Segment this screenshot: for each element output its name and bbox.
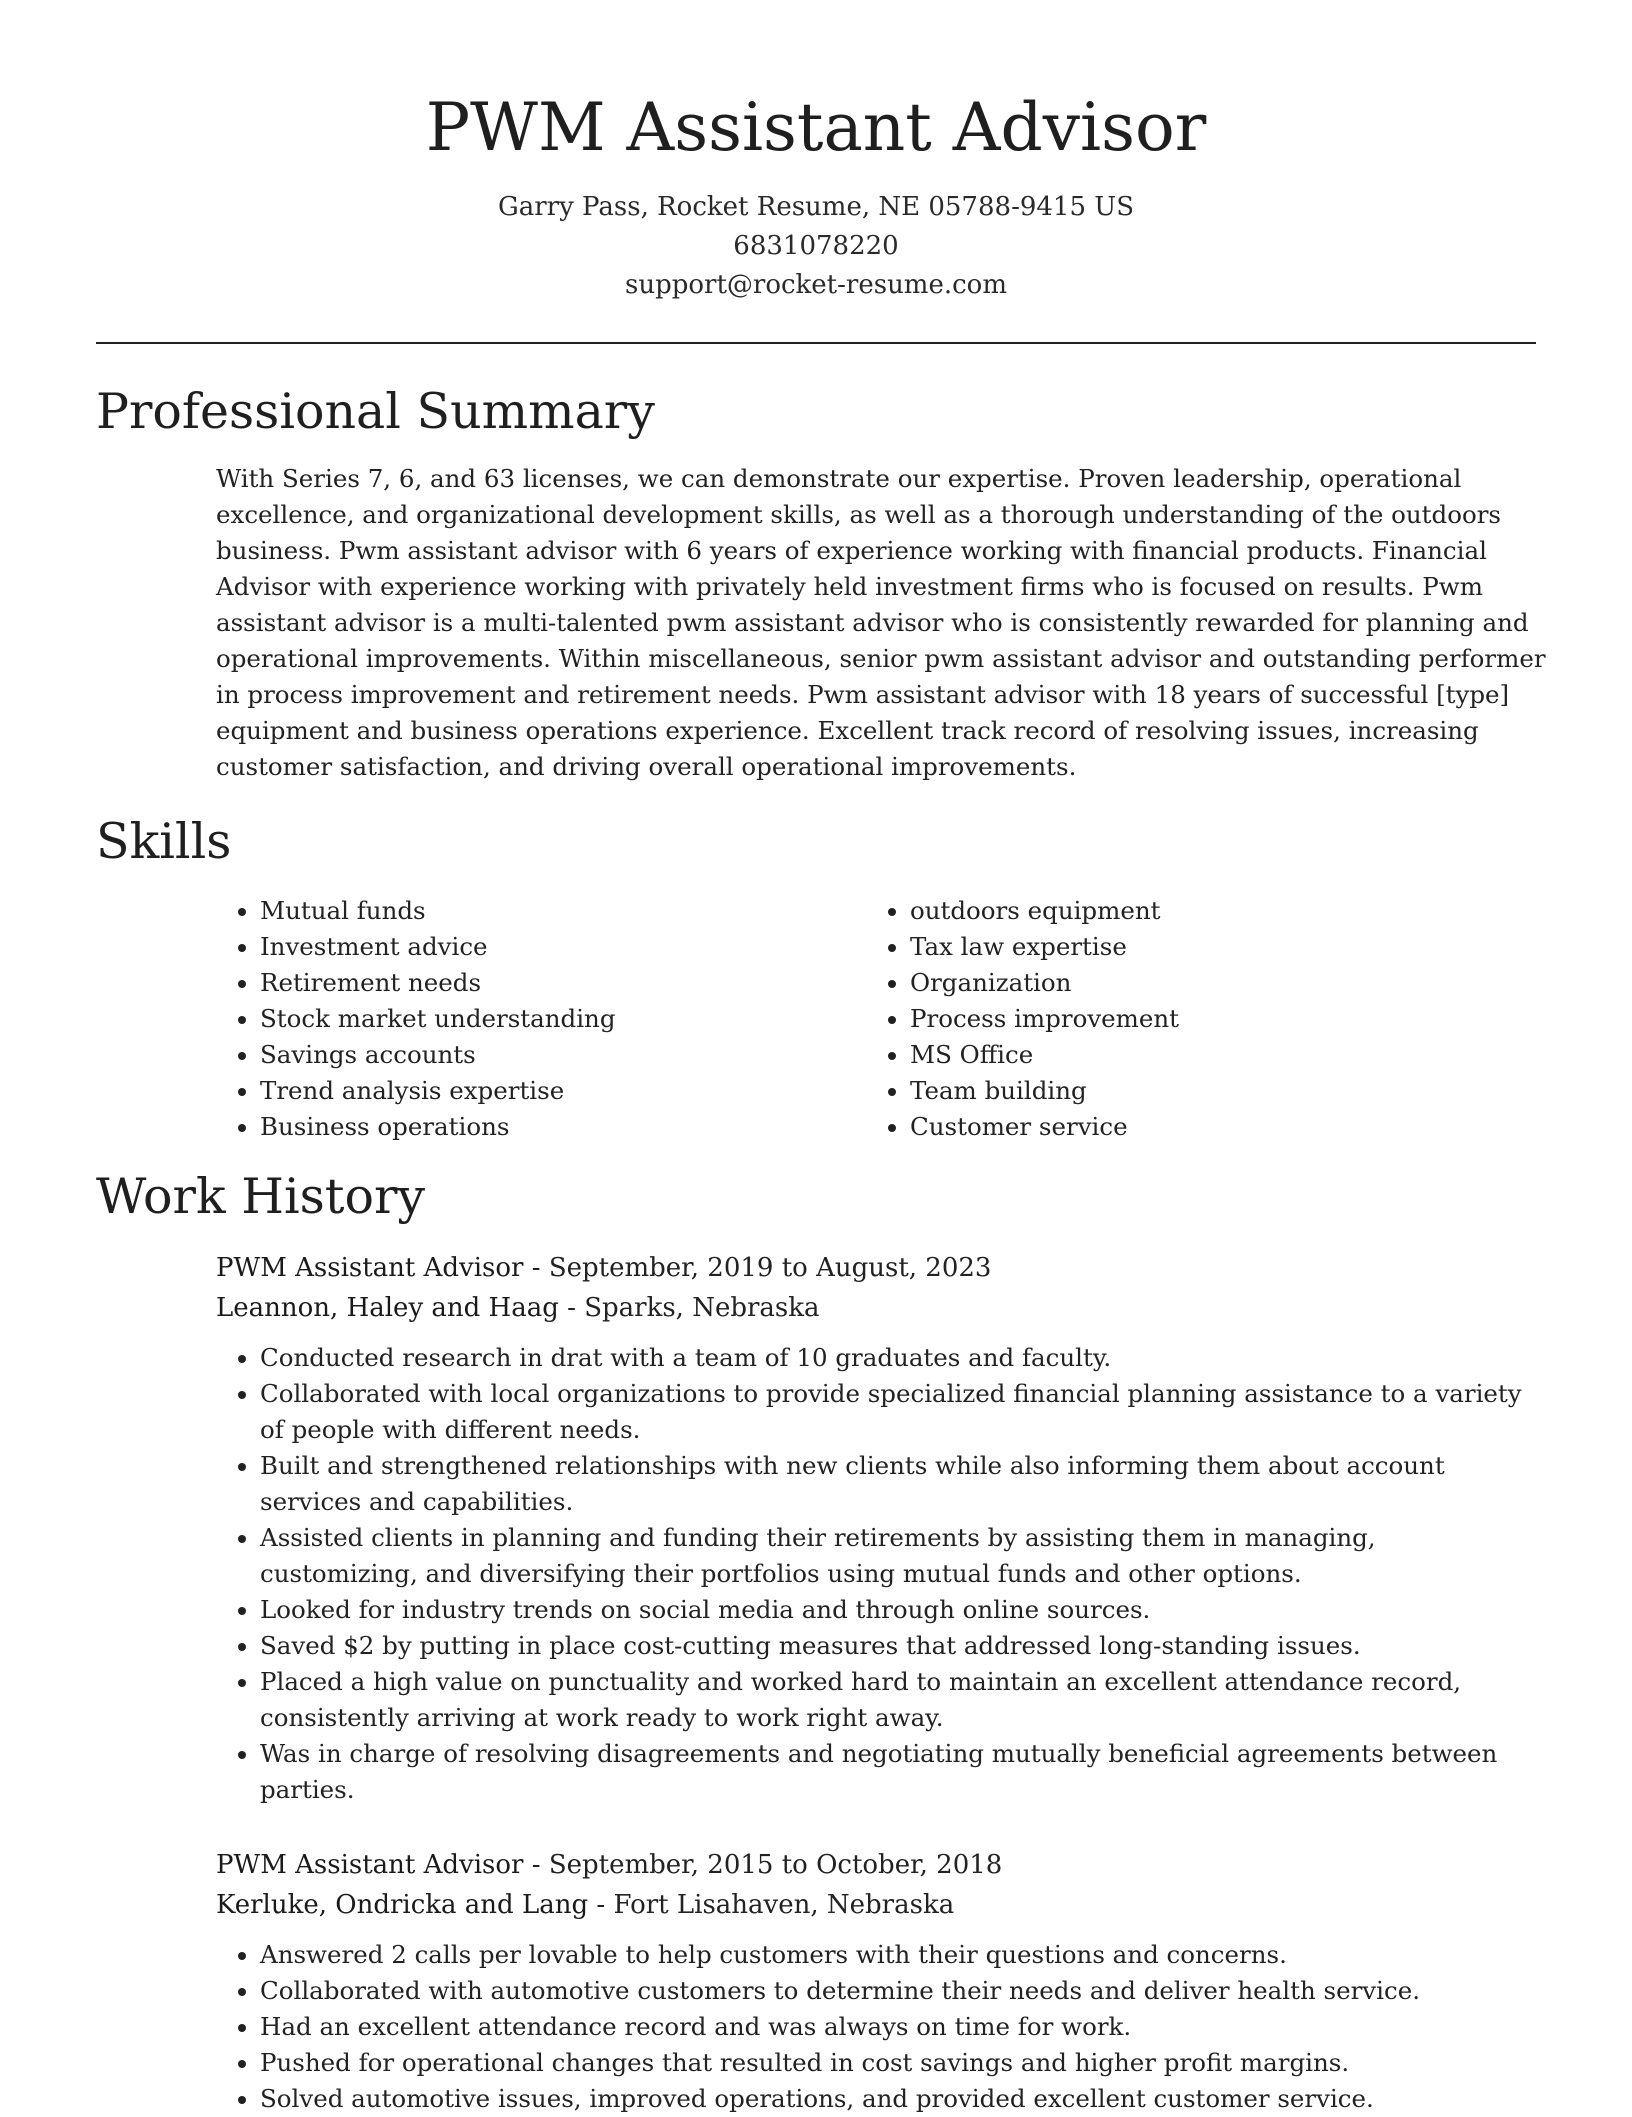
list-item: • Process improvement [910,1001,1510,1037]
list-item: • Customer service [910,1109,1510,1145]
job-location: Sparks, Nebraska [584,1293,820,1323]
summary-heading: Professional Summary [96,383,655,440]
skills-list-left [216,893,840,1145]
list-item: • Organization [910,965,1510,1001]
job-dates: September, 2015 to October, 2018 [548,1850,1003,1880]
job-company-line [216,1288,1536,1328]
job-entry [216,1248,1536,1808]
list-item: • Business operations [260,1109,840,1145]
list-item: • Had an excellent attendance record and was always on time for work. [260,2009,1536,2045]
list-item: • Built and strengthened relationships with new clients while also informing them about account services and capabilities. [260,1448,1536,1520]
separator: - [596,1890,614,1920]
skills-heading: Skills [96,813,232,870]
job-company-line [216,1885,1536,1925]
separator: - [567,1293,585,1323]
list-item: • Assisted clients in planning and funding their retirements by assisting them in managing, customizing, and diversifying their portfolios using mutual funds and other options. [260,1520,1536,1592]
list-item: • outdoors equipment [910,893,1510,929]
page-title: PWM Assistant Advisor [425,89,1207,166]
list-item: • Retirement needs [260,965,840,1001]
list-item: • Placed a high value on punctuality and worked hard to maintain an excellent attendance record, consistently arriving at work ready to work right away. [260,1664,1536,1736]
list-item: • Trend analysis expertise [260,1073,840,1109]
job-duties [216,1340,1536,1808]
job-title-line [216,1248,1536,1288]
list-item: • Was in charge of resolving disagreements and negotiating mutually beneficial agreements between parties. [260,1736,1536,1808]
job-company: Leannon, Haley and Haag [216,1293,559,1323]
job-duties [216,1937,1536,2117]
list-item: • Conducted research in drat with a team of 10 graduates and faculty. [260,1340,1536,1376]
skills-list-right [866,893,1510,1145]
list-item: • Answered 2 calls per lovable to help customers with their questions and concerns. [260,1937,1536,1973]
list-item: • Solved automotive issues, improved operations, and provided excellent customer service. [260,2081,1536,2117]
resume-header [96,80,1536,305]
list-item: • Looked for industry trends on social media and through online sources. [260,1592,1536,1628]
contact-email[interactable]: support@rocket-resume.com [624,270,1007,300]
summary-text: With Series 7, 6, and 63 licenses, we can demonstrate our expertise. Proven leadership, operational excellence, and organizational development skills, as well as a thorough understanding of the outdoors business. Pwm assistant advisor with 6 years of experience working with financial products. Financial Advisor with experience working with privately held investment firms who is focused on results. Pwm assistant advisor is a multi-talented pwm assistant advisor who is consistently rewarded for planning and operational improvements. Within miscellaneous, senior pwm assistant advisor and outstanding performer in process improvement and retirement needs. Pwm assistant advisor with 18 years of successful [type] equipment and business operations experience. Excellent track record of resolving issues, increasing customer satisfaction, and driving overall operational improvements. [216,464,1546,781]
job-role: PWM Assistant Advisor [216,1253,524,1283]
separator: - [531,1850,549,1880]
list-item: • Savings accounts [260,1037,840,1073]
list-item: • Collaborated with automotive customers to determine their needs and deliver health service. [260,1973,1536,2009]
list-item: • MS Office [910,1037,1510,1073]
list-item: • Stock market understanding [260,1001,840,1037]
list-item: • Mutual funds [260,893,840,929]
header-divider [96,342,1536,344]
job-dates: September, 2019 to August, 2023 [548,1253,992,1283]
contact-address: Garry Pass, Rocket Resume, NE 05788-9415 US [497,192,1135,222]
list-item: • Tax law expertise [910,929,1510,965]
job-role: PWM Assistant Advisor [216,1850,524,1880]
list-item: • Collaborated with local organizations to provide specialized financial planning assistance to a variety of people with different needs. [260,1376,1536,1448]
job-entry [216,1845,1536,2117]
work-history-heading: Work History [96,1168,426,1225]
job-company: Kerluke, Ondricka and Lang [216,1890,589,1920]
list-item: • Saved $2 by putting in place cost-cutting measures that addressed long-standing issues. [260,1628,1536,1664]
list-item: • Investment advice [260,929,840,965]
list-item: • Team building [910,1073,1510,1109]
contact-phone: 6831078220 [733,231,899,261]
list-item: • Pushed for operational changes that resulted in cost savings and higher profit margins. [260,2045,1536,2081]
separator: - [531,1253,549,1283]
job-location: Fort Lisahaven, Nebraska [613,1890,955,1920]
job-title-line [216,1845,1536,1885]
